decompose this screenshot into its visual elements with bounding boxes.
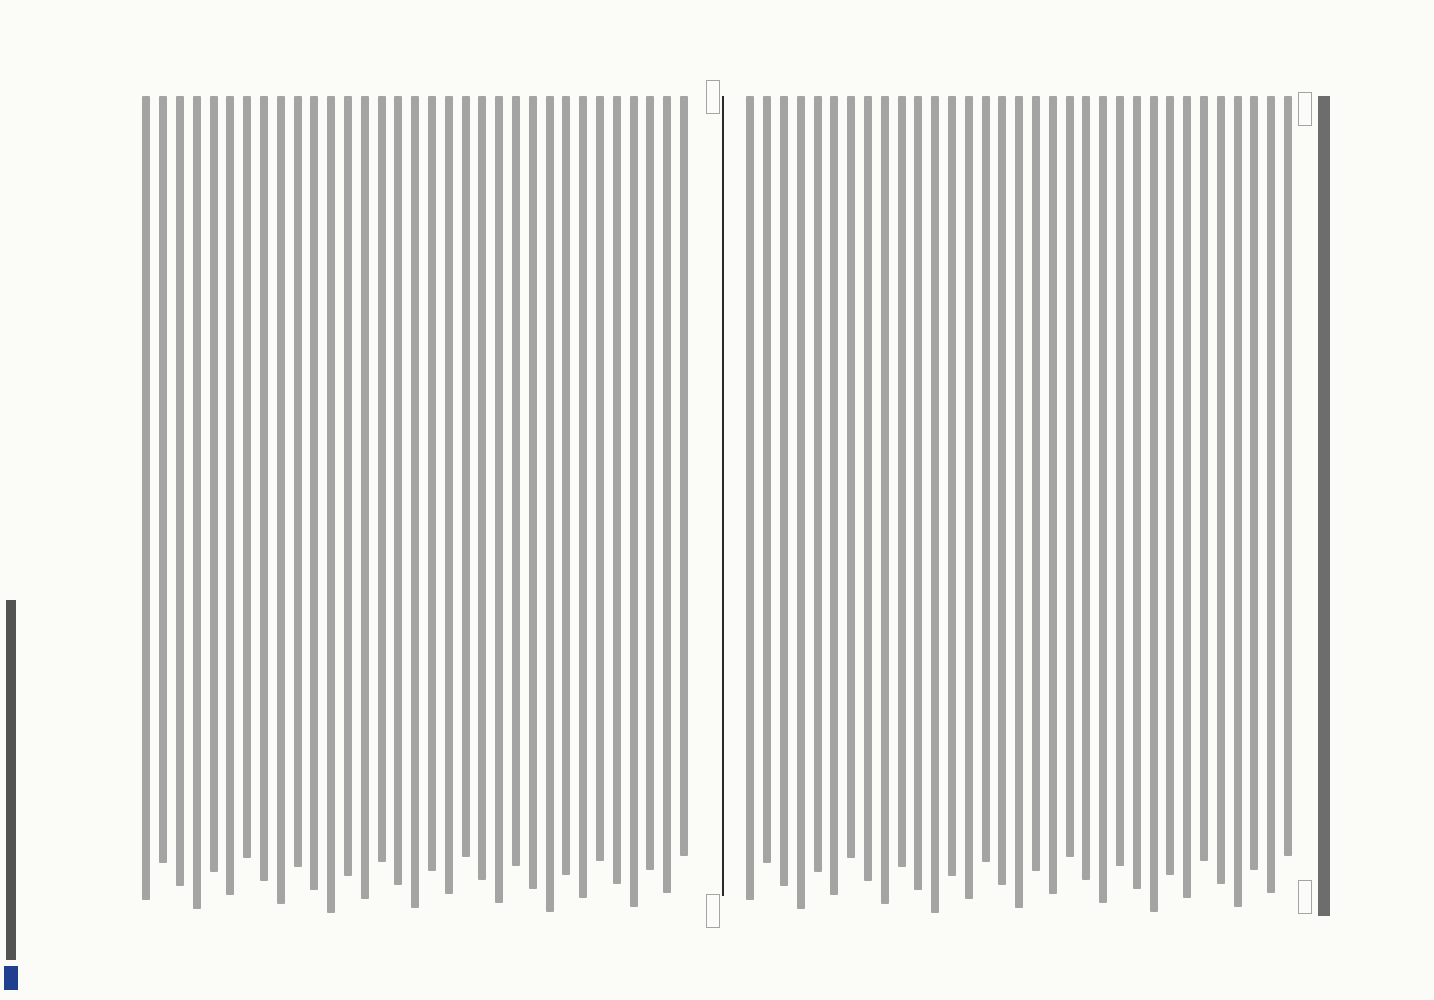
- text-line: [1066, 96, 1074, 857]
- text-line: [327, 96, 335, 913]
- text-line: [1217, 96, 1225, 884]
- text-line: [1166, 96, 1174, 875]
- text-line: [361, 96, 369, 899]
- text-line: [159, 96, 167, 863]
- text-line: [1150, 96, 1158, 912]
- text-line: [1200, 96, 1208, 861]
- text-line: [226, 96, 234, 895]
- text-line: [495, 96, 503, 903]
- text-line: [998, 96, 1006, 885]
- text-line: [881, 96, 889, 904]
- text-line: [294, 96, 302, 867]
- text-line: [1049, 96, 1057, 894]
- text-line: [1267, 96, 1275, 893]
- text-line: [965, 96, 973, 899]
- margin-letter: [706, 894, 720, 928]
- text-line: [646, 96, 654, 870]
- page-header: [1318, 96, 1330, 916]
- text-line: [1133, 96, 1141, 889]
- text-line: [931, 96, 939, 913]
- text-line: [763, 96, 771, 863]
- text-line: [1015, 96, 1023, 908]
- text-line: [982, 96, 990, 862]
- text-line: [596, 96, 604, 861]
- text-line: [579, 96, 587, 898]
- text-line: [1032, 96, 1040, 871]
- text-line: [462, 96, 470, 857]
- margin-letter: [706, 80, 720, 114]
- text-line: [847, 96, 855, 858]
- column-divider: [722, 96, 724, 896]
- text-line: [1234, 96, 1242, 907]
- column-left: [734, 96, 1294, 916]
- text-line: [445, 96, 453, 894]
- text-line: [562, 96, 570, 875]
- text-line: [210, 96, 218, 872]
- text-line: [630, 96, 638, 907]
- text-line: [746, 96, 754, 900]
- margin-letter: [1298, 92, 1312, 126]
- text-line: [830, 96, 838, 895]
- text-line: [613, 96, 621, 884]
- text-line: [378, 96, 386, 862]
- text-line: [193, 96, 201, 909]
- text-line: [914, 96, 922, 890]
- text-line: [1099, 96, 1107, 903]
- text-line: [1284, 96, 1292, 856]
- text-line: [1183, 96, 1191, 898]
- text-line: [411, 96, 419, 908]
- text-line: [310, 96, 318, 890]
- text-line: [394, 96, 402, 885]
- text-line: [344, 96, 352, 876]
- text-line: [1250, 96, 1258, 870]
- column-right: [130, 96, 690, 916]
- text-line: [277, 96, 285, 904]
- text-line: [243, 96, 251, 858]
- text-line: [780, 96, 788, 886]
- margin-letter: [1298, 880, 1312, 914]
- text-line: [1116, 96, 1124, 866]
- text-line: [142, 96, 150, 900]
- text-line: [948, 96, 956, 876]
- text-line: [546, 96, 554, 912]
- text-line: [428, 96, 436, 871]
- dfg-logo: [4, 966, 18, 990]
- text-line: [176, 96, 184, 886]
- digitization-notice: [6, 600, 16, 960]
- text-line: [898, 96, 906, 867]
- text-line: [1082, 96, 1090, 880]
- text-line: [680, 96, 688, 856]
- text-line: [260, 96, 268, 881]
- text-line: [864, 96, 872, 881]
- text-line: [814, 96, 822, 872]
- text-line: [663, 96, 671, 893]
- text-line: [478, 96, 486, 880]
- text-line: [529, 96, 537, 889]
- text-line: [512, 96, 520, 866]
- text-line: [797, 96, 805, 909]
